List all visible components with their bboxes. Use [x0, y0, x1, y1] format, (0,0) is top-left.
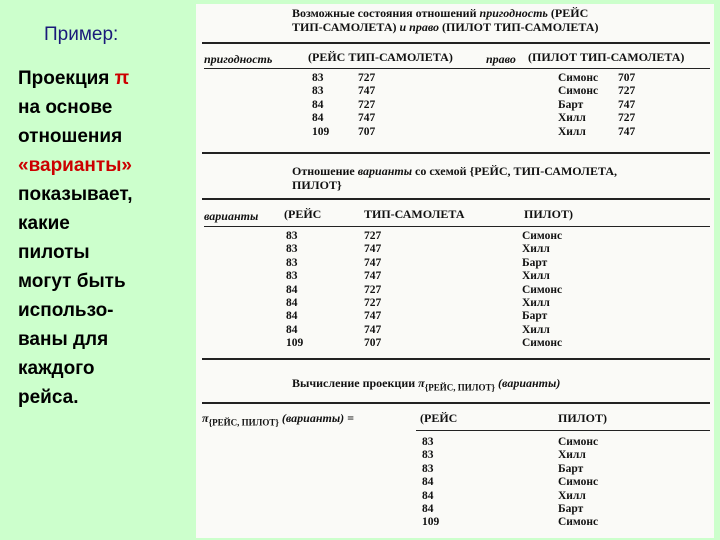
cell-flight: 84 — [286, 296, 298, 309]
projection-attributes: {РЕЙС, ПИЛОТ} — [208, 417, 279, 428]
cell-pilot: Хилл — [522, 243, 550, 256]
explanation-line: отношения — [18, 126, 123, 147]
cell-aircraft-type: 727 — [618, 85, 636, 98]
relation-operand: (варианты) = — [281, 411, 354, 425]
cell-flight: 83 — [286, 256, 298, 269]
header-underline — [416, 430, 710, 431]
cell-pilot: Симонс — [522, 230, 563, 242]
explanation-line: «варианты» — [18, 155, 132, 176]
caption-text: (РЕЙС — [547, 6, 589, 20]
cell-pilot: Хилл — [522, 270, 550, 283]
cell-aircraft-type: 747 — [364, 256, 382, 269]
projection-expression — [202, 411, 354, 427]
pi-symbol: π — [202, 411, 209, 425]
cell-flight: 83 — [312, 85, 324, 98]
caption-italic: пригодность — [479, 6, 548, 20]
header-flight-type: (РЕЙС ТИП-САМОЛЕТА) — [308, 50, 453, 64]
cell-flight: 84 — [286, 323, 298, 336]
cell-aircraft-type: 747 — [358, 112, 376, 125]
cell-pilot: Барт — [522, 310, 548, 323]
cell-aircraft-type: 747 — [618, 98, 636, 111]
column-flight — [422, 436, 439, 530]
cell-pilot: Барт — [558, 462, 584, 475]
column-pilot — [558, 436, 598, 530]
header-underline — [204, 226, 710, 227]
cell-flight: 83 — [286, 270, 298, 283]
pi-symbol: π — [418, 376, 425, 390]
cell-aircraft-type: 707 — [358, 125, 376, 138]
explanation-line: какие — [18, 213, 70, 234]
cell-aircraft-type: 707 — [364, 337, 382, 350]
column-aircraft-type — [364, 230, 381, 351]
cell-aircraft-type: 707 — [618, 72, 636, 84]
cell-pilot: Барт — [558, 502, 584, 515]
relation-name-pravo: право — [486, 52, 516, 66]
column-aircraft-type — [358, 72, 375, 139]
caption-italic: и право — [399, 20, 440, 34]
caption-italic: варианты — [357, 164, 413, 178]
scanned-table-figure — [196, 4, 714, 538]
slide-explanation — [18, 64, 193, 412]
header-underline — [204, 68, 710, 69]
caption-text: (ПИЛОТ ТИП-САМОЛЕТА) — [439, 20, 599, 34]
cell-aircraft-type: 747 — [364, 323, 382, 336]
column-flight — [286, 230, 303, 351]
section2-caption-line2: ПИЛОТ} — [292, 178, 342, 192]
explanation-line: могут быть — [18, 271, 126, 292]
cell-pilot: Хилл — [558, 449, 586, 462]
section3-caption — [292, 376, 560, 392]
cell-pilot: Симонс — [558, 72, 599, 84]
header-pilot-type: (ПИЛОТ ТИП-САМОЛЕТА) — [528, 50, 685, 64]
column-pilot — [522, 230, 562, 351]
explanation-line: использо- — [18, 300, 114, 321]
caption-text: Отношение — [292, 164, 358, 178]
cell-pilot: Хилл — [558, 112, 586, 125]
caption-italic: (варианты) — [495, 376, 561, 390]
cell-pilot: Хилл — [522, 323, 550, 336]
cell-aircraft-type: 747 — [364, 243, 382, 256]
cell-aircraft-type: 727 — [364, 230, 382, 242]
cell-flight: 84 — [422, 489, 434, 502]
cell-pilot: Хилл — [558, 125, 586, 138]
cell-pilot: Барт — [522, 256, 548, 269]
cell-flight: 83 — [422, 449, 434, 462]
cell-pilot: Симонс — [558, 516, 599, 529]
caption-text: Вычисление проекции — [292, 376, 419, 390]
cell-flight: 109 — [286, 337, 304, 350]
divider — [202, 402, 710, 404]
cell-pilot: Симонс — [558, 436, 599, 448]
explanation-line: ваны для — [18, 329, 109, 350]
section2-caption-line1 — [292, 164, 617, 179]
relation-name-varianty: варианты — [204, 209, 259, 223]
header-aircraft-type: ТИП-САМОЛЕТА — [364, 207, 465, 221]
cell-pilot: Хилл — [558, 489, 586, 502]
cell-aircraft-type: 747 — [364, 310, 382, 323]
cell-pilot: Симонс — [558, 476, 599, 489]
explanation-line: на основе — [18, 97, 113, 118]
cell-aircraft-type: 727 — [364, 283, 382, 296]
column-pilot — [558, 72, 598, 139]
cell-flight: 84 — [286, 310, 298, 323]
cell-aircraft-type: 747 — [364, 270, 382, 283]
explanation-line: показывает, — [18, 184, 133, 205]
cell-flight: 84 — [286, 283, 298, 296]
cell-aircraft-type: 727 — [364, 296, 382, 309]
cell-aircraft-type: 727 — [618, 112, 636, 125]
header-flight: (РЕЙС — [284, 207, 322, 221]
column-flight — [312, 72, 329, 139]
caption-text: со схемой {РЕЙС, ТИП-САМОЛЕТА, — [412, 164, 618, 178]
explanation-line: Проекция π — [18, 68, 130, 89]
section1-caption-line2 — [292, 20, 598, 35]
column-pilot-aircraft-type — [618, 72, 635, 139]
cell-aircraft-type: 747 — [618, 125, 636, 138]
header-pilot: ПИЛОТ) — [558, 411, 607, 425]
cell-flight: 109 — [422, 516, 440, 529]
cell-aircraft-type: 727 — [358, 72, 376, 84]
explanation-line: пилоты — [18, 242, 90, 263]
cell-pilot: Симонс — [522, 283, 563, 296]
cell-flight: 84 — [422, 502, 434, 515]
divider — [202, 358, 710, 360]
section1-caption-line1 — [292, 6, 588, 21]
cell-aircraft-type: 747 — [358, 85, 376, 98]
cell-aircraft-type: 727 — [358, 98, 376, 111]
header-flight: (РЕЙС — [420, 411, 458, 425]
divider — [202, 152, 710, 154]
explanation-line: рейса. — [18, 387, 79, 408]
cell-flight: 84 — [422, 476, 434, 489]
cell-pilot: Хилл — [522, 296, 550, 309]
pi-symbol: π — [114, 68, 130, 89]
cell-flight: 83 — [422, 462, 434, 475]
cell-flight: 83 — [286, 230, 298, 242]
divider — [202, 42, 710, 44]
cell-flight: 84 — [312, 98, 324, 111]
explanation-line: каждого — [18, 358, 95, 379]
cell-pilot: Симонс — [558, 85, 599, 98]
cell-pilot: Барт — [558, 98, 584, 111]
caption-text: Возможные состояния отношений — [292, 6, 480, 20]
slide-text-panel — [0, 0, 192, 540]
example-title: Пример: — [44, 24, 119, 45]
divider — [202, 198, 710, 200]
cell-flight: 109 — [312, 125, 330, 138]
cell-pilot: Симонс — [522, 337, 563, 350]
cell-flight: 83 — [312, 72, 324, 84]
cell-flight: 84 — [312, 112, 324, 125]
projection-attributes: {РЕЙС, ПИЛОТ} — [424, 382, 496, 393]
header-pilot: ПИЛОТ) — [524, 207, 573, 221]
relation-name-prigodnost: пригодность — [204, 52, 273, 66]
caption-text: ТИП-САМОЛЕТА) — [292, 20, 400, 34]
cell-flight: 83 — [286, 243, 298, 256]
cell-flight: 83 — [422, 436, 434, 448]
